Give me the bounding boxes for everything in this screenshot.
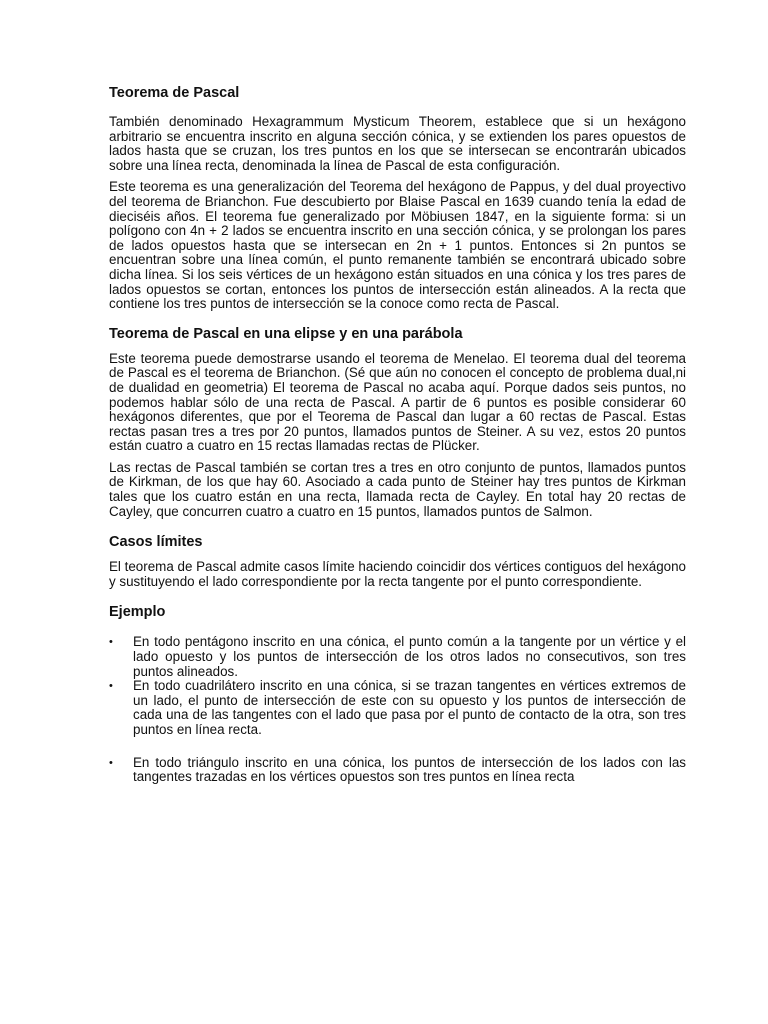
paragraph-kirkman: Las rectas de Pascal también se cortan tres a tres en otro conjunto de puntos, llamados puntos de Kirkman, de los que hay 60. Asociado a cada punto de Steiner hay tres puntos de Kirkman tales que los cuatro están en una recta, llamada recta de Cayley. En total hay 20 rectas de Cayley, que concurren cuatro a cuatro en 15 puntos, llamados puntos de Salmon. bbox=[109, 459, 686, 519]
section-heading-limit-cases: Casos límites bbox=[109, 534, 203, 551]
document-page bbox=[109, 84, 686, 785]
paragraph-limit-cases: El teorema de Pascal admite casos límite haciendo coincidir dos vértices contiguos del hexágono y sustituyendo el lado correspondiente por la recta tangente por el punto correspondiente. bbox=[109, 559, 686, 589]
bullet-icon: • bbox=[109, 756, 113, 769]
list-item bbox=[109, 679, 686, 737]
page-title: Teorema de Pascal bbox=[109, 85, 240, 101]
list-item-text: En todo pentágono inscrito en una cónica, el punto común a la tangente por un vértice y el lado opuesto y los puntos de intersección de los otros lados no consecutivos, son tres puntos alineados. bbox=[133, 634, 686, 679]
section-heading-example: Ejemplo bbox=[109, 604, 166, 621]
bullet-icon: • bbox=[109, 680, 113, 693]
list-item-text: En todo triángulo inscrito en una cónica, los puntos de intersección de los lados con las tangentes trazadas en los vértices opuestos son tres puntos en línea recta bbox=[133, 754, 686, 785]
list-item bbox=[109, 756, 686, 785]
section-heading-ellipse-parabola: Teorema de Pascal en una elipse y en una parábola bbox=[109, 325, 463, 342]
bullet-icon: • bbox=[109, 636, 113, 649]
paragraph-generalization: Este teorema es una generalización del Teorema del hexágono de Pappus, y del dual proyectivo del teorema de Brianchon. Fue descubierto por Blaise Pascal en 1639 cuando tenía la edad de dieciséis años. El teorema fue generalizado por Möbiusen 1847, en la siguiente forma: si un polígono con 4n + 2 lados se encuentra inscrito en una sección cónica, y se prolongan los pares de lados opuestos hasta que se intersecan en 2n + 1 puntos. Entonces si 2n puntos se encuentran sobre una línea común, el punto remanente también se encontrará ubicado sobre dicha línea. Si los seis vértices de un hexágono están situados en una cónica y los tres pares de lados opuestos se cortan, entonces los puntos de intersección están alineados. A la recta que contiene los tres puntos de intersección se la conoce como recta de Pascal. bbox=[109, 179, 686, 312]
list-item bbox=[109, 635, 686, 679]
paragraph-intro: También denominado Hexagrammum Mysticum Theorem, establece que si un hexágono arbitrario se encuentra inscrito en alguna sección cónica, y se extienden los pares opuestos de lados hasta que se cruzan, los tres puntos en los que se intersecan se encontrarán ubicados sobre una línea recta, denominada la línea de Pascal de esta configuración. bbox=[109, 114, 686, 173]
example-list bbox=[109, 635, 686, 784]
list-item-text: En todo cuadrilátero inscrito en una cónica, si se trazan tangentes en vértices extremos de un lado, el punto de intersección de este con su opuesto y los puntos de intersección de cada una de las tangentes con el lado que pasa por el punto de contacto de la otra, son tres puntos en línea recta. bbox=[133, 678, 686, 737]
paragraph-menelaus: Este teorema puede demostrarse usando el teorema de Menelao. El teorema dual del teorema de Pascal es el teorema de Brianchon. (Sé que aún no conocen el concepto de problema dual,ni de dualidad en geometria) El teorema de Pascal no acaba aquí. Porque dados seis puntos, no podemos hablar sólo de una recta de Pascal. A partir de 6 puntos es posible considerar 60 hexágonos diferentes, que por el Teorema de Pascal dan lugar a 60 rectas de Pascal. Estas rectas pasan tres a tres por 20 puntos, llamados puntos de Steiner. A su vez, estos 20 puntos están cuatro a cuatro en 15 rectas llamadas rectas de Plücker. bbox=[109, 350, 686, 454]
